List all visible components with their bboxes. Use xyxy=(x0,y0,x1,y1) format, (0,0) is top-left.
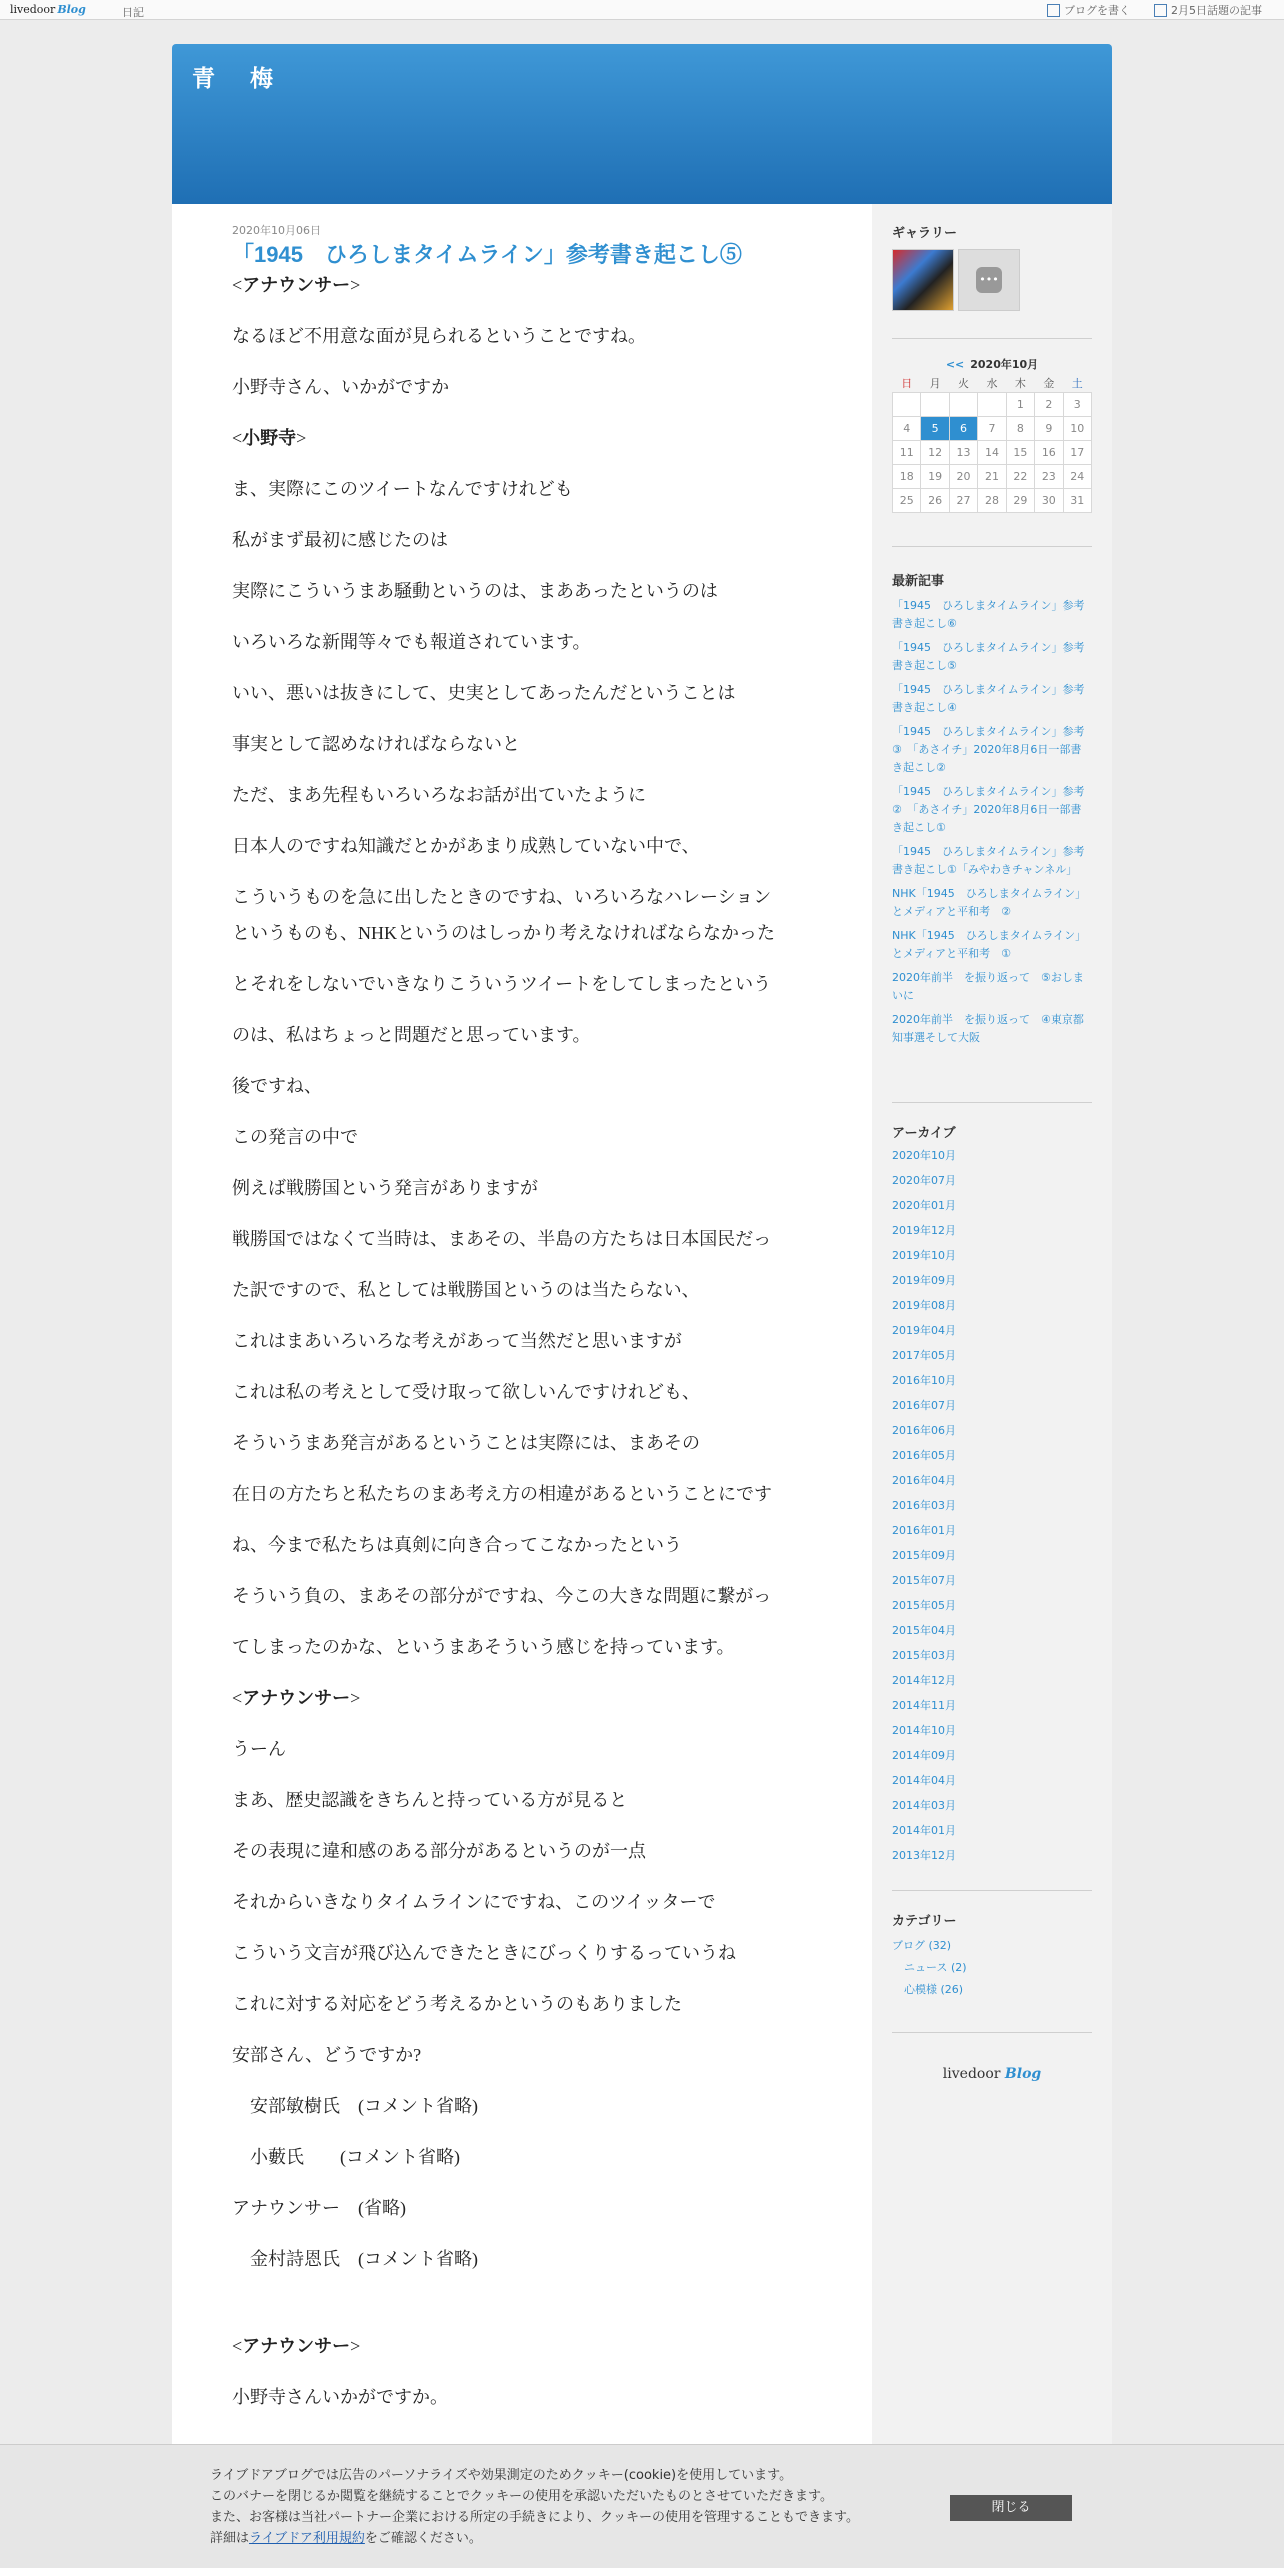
category-link[interactable]: ニュース (2) xyxy=(904,1961,967,1974)
calendar-day: 3 xyxy=(1063,392,1091,416)
article-line: これは私の考えとして受け取って欲しいんですけれども、 xyxy=(232,1382,700,1402)
article-line: それからいきなりタイムラインにですね、このツイッターで xyxy=(232,1892,716,1912)
terms-link[interactable]: ライブドア利用規約 xyxy=(249,2531,365,2546)
calendar-day: 30 xyxy=(1035,488,1063,512)
article-line: なるほど不用意な面が見られるということですね。 xyxy=(232,326,646,346)
article-line: た訳ですので、私としては戦勝国というのは当たらない、 xyxy=(232,1280,700,1300)
calendar-day: 25 xyxy=(893,488,921,512)
calendar-day[interactable]: 6 xyxy=(949,416,977,440)
diary-link[interactable]: 日記 xyxy=(122,6,144,19)
archive-link[interactable]: 2014年01月 xyxy=(892,1824,956,1837)
calendar-day: 29 xyxy=(1006,488,1034,512)
more-icon: ••• xyxy=(976,267,1002,293)
close-button[interactable]: 閉じる xyxy=(950,2495,1072,2521)
main-content xyxy=(172,204,872,2568)
archive-link[interactable]: 2016年07月 xyxy=(892,1399,956,1412)
article-line: 実際にこういうまあ騒動というのは、まああったというのは xyxy=(232,581,718,601)
article-line: というものも、NHKというのはしっかり考えなければならなかった xyxy=(232,923,775,943)
calendar-day: 19 xyxy=(921,464,949,488)
archive-link[interactable]: 2015年05月 xyxy=(892,1599,956,1612)
article-line: 後ですね、 xyxy=(232,1076,322,1096)
article-line: アナウンサー (省略) xyxy=(232,2198,406,2218)
recent-post-link[interactable]: 「1945 ひろしまタイムライン」参考書き起こし⑥ xyxy=(892,599,1085,630)
archive-link[interactable]: 2013年12月 xyxy=(892,1849,956,1862)
calendar-day: 2 xyxy=(1035,392,1063,416)
archive-link[interactable]: 2019年09月 xyxy=(892,1274,956,1287)
article xyxy=(232,222,822,2437)
calendar-table xyxy=(892,374,1092,513)
blog-header xyxy=(172,44,1112,204)
article-line: 例えば戦勝国という発言がありますが xyxy=(232,1178,538,1198)
calendar-day: 20 xyxy=(949,464,977,488)
recent-post-link[interactable]: 2020年前半 を振り返って ⑤おしまいに xyxy=(892,971,1084,1002)
calendar-day: 1 xyxy=(1006,392,1034,416)
calendar-day: 22 xyxy=(1006,464,1034,488)
cookie-banner xyxy=(0,2444,1284,2568)
article-line: <アナウンサー> xyxy=(232,275,361,295)
archive-link[interactable]: 2014年11月 xyxy=(892,1699,956,1712)
calendar-day: 7 xyxy=(978,416,1006,440)
cookie-text: ライブドアブログでは広告のパーソナライズや効果測定のためクッキー(cookie)を使用しています。 このバナーを閉じるか閲覧を継続することでクッキーの使用を承認いただいたものとさせていただきます。 また、お客様は当社パートナー企業における所定の手続きにより、クッキーの使用を管理することもできます。 詳細はライブドア利用規約をご確認ください。 xyxy=(210,2468,859,2546)
recent-post-link[interactable]: NHK「1945 ひろしまタイムライン」とメディアと平和考 ② xyxy=(892,887,1087,918)
calendar-weekday: 水 xyxy=(986,376,998,390)
calendar-day xyxy=(949,392,977,416)
archive-link[interactable]: 2014年09月 xyxy=(892,1749,956,1762)
gallery-section xyxy=(892,222,1092,311)
archive-link[interactable]: 2019年12月 xyxy=(892,1224,956,1237)
article-line: 小野寺さんいかがですか。 xyxy=(232,2387,448,2407)
calendar-day: 9 xyxy=(1035,416,1063,440)
top-bar xyxy=(0,0,1284,20)
blog-title[interactable]: 青 梅 xyxy=(192,65,279,92)
article-line: 小野寺さん、いかがですか xyxy=(232,377,450,397)
calendar-day: 8 xyxy=(1006,416,1034,440)
article-line: 在日の方たちと私たちのまあ考え方の相違があるということにです xyxy=(232,1484,772,1504)
archive-link[interactable]: 2014年10月 xyxy=(892,1724,956,1737)
calendar-section xyxy=(892,356,1092,513)
recent-post-link[interactable]: 「1945 ひろしまタイムライン」参考書き起こし④ xyxy=(892,683,1085,714)
archive-link[interactable]: 2019年10月 xyxy=(892,1249,956,1262)
calendar-day: 28 xyxy=(978,488,1006,512)
article-line: 安部さん、どうですか? xyxy=(232,2045,422,2065)
archive-link[interactable]: 2015年09月 xyxy=(892,1549,956,1562)
article-line: これに対する対応をどう考えるかというのもありました xyxy=(232,1994,682,2014)
recent-post-link[interactable]: 「1945 ひろしまタイムライン」参考書き起こし①「みやわきチャンネル」 xyxy=(892,845,1085,876)
footer-livedoor-logo[interactable]: livedoor Blog xyxy=(942,2066,1042,2082)
article-line: まあ、歴史認識をきちんと持っている方が見ると xyxy=(232,1790,628,1810)
recent-post-link[interactable]: 「1945 ひろしまタイムライン」参考書き起こし⑤ xyxy=(892,641,1085,672)
article-line: ま、実際にこのツイートなんですけれども xyxy=(232,479,573,499)
article-line: そういう負の、まあその部分がですね、今この大きな問題に繋がっ xyxy=(232,1586,772,1606)
archive-link[interactable]: 2016年04月 xyxy=(892,1474,956,1487)
article-line: 小藪氏 (コメント省略) xyxy=(232,2147,460,2167)
article-line: こういう文言が飛び込んできたときにびっくりするっていうね xyxy=(232,1943,736,1963)
gallery-more-button[interactable] xyxy=(958,249,1020,311)
category-link[interactable]: ブログ (32) xyxy=(892,1939,952,1952)
article-line: 戦勝国ではなくて当時は、まあその、半島の方たちは日本国民だっ xyxy=(232,1229,772,1249)
archive-link[interactable]: 2015年03月 xyxy=(892,1649,956,1662)
calendar-day xyxy=(978,392,1006,416)
livedoor-logo[interactable]: livedoor Blog xyxy=(10,3,86,16)
calendar-day: 10 xyxy=(1063,416,1091,440)
article-line: そういうまあ発言があるということは実際には、まあその xyxy=(232,1433,700,1453)
sidebar xyxy=(872,204,1112,2568)
calendar-day: 17 xyxy=(1063,440,1091,464)
archive-link[interactable]: 2014年03月 xyxy=(892,1799,956,1812)
calendar-day: 21 xyxy=(978,464,1006,488)
article-line: <小野寺> xyxy=(232,428,307,448)
article-title[interactable]: 「1945 ひろしまタイムライン」参考書き起こし⑤ xyxy=(232,242,742,267)
article-date: 2020年10月06日 xyxy=(232,224,321,237)
article-line: いろいろな新聞等々でも報道されています。 xyxy=(232,632,591,652)
calendar-day: 27 xyxy=(949,488,977,512)
article-line: ただ、まあ先程もいろいろなお話が出ていたように xyxy=(232,785,646,805)
calendar-day xyxy=(921,392,949,416)
archive-link[interactable]: 2014年12月 xyxy=(892,1674,956,1687)
calendar-day: 12 xyxy=(921,440,949,464)
calendar-day: 26 xyxy=(921,488,949,512)
category-section xyxy=(892,1910,1092,2003)
archive-link[interactable]: 2020年01月 xyxy=(892,1199,956,1212)
article-line: てしまったのかな、というまあそういう感じを持っています。 xyxy=(232,1637,735,1657)
article-line: これはまあいろいろな考えがあって当然だと思いますが xyxy=(232,1331,682,1351)
archive-link[interactable]: 2019年04月 xyxy=(892,1324,956,1337)
calendar-icon xyxy=(1154,4,1167,17)
recent-posts-section xyxy=(892,570,1092,1053)
calendar-weekday: 日 xyxy=(901,376,913,390)
calendar-day: 15 xyxy=(1006,440,1034,464)
article-line: この発言の中で xyxy=(232,1127,358,1147)
article-line: 事実として認めなければならないと xyxy=(232,734,520,754)
gallery-thumbnail[interactable] xyxy=(892,249,954,311)
calendar-day: 16 xyxy=(1035,440,1063,464)
calendar-day: 31 xyxy=(1063,488,1091,512)
calendar-weekday: 火 xyxy=(958,376,970,390)
category-heading: カテゴリー xyxy=(892,1914,957,1929)
topic-link[interactable]: 2月5日話題の記事 xyxy=(1154,3,1262,17)
article-line: のは、私はちょっと問題だと思っています。 xyxy=(232,1025,591,1045)
article-line: うーん xyxy=(232,1739,286,1759)
archive-link[interactable]: 2016年10月 xyxy=(892,1374,956,1387)
article-body xyxy=(232,274,822,2437)
calendar-month: 2020年10月 xyxy=(970,358,1039,371)
recent-post-link[interactable]: 「1945 ひろしまタイムライン」参考③ 「あさイチ」2020年8月6日一部書き起こし② xyxy=(892,725,1085,774)
recent-posts-heading: 最新記事 xyxy=(892,574,945,589)
calendar-day: 4 xyxy=(893,416,921,440)
archive-link[interactable]: 2014年04月 xyxy=(892,1774,956,1787)
calendar-day: 24 xyxy=(1063,464,1091,488)
calendar-day: 11 xyxy=(893,440,921,464)
archive-link[interactable]: 2015年04月 xyxy=(892,1624,956,1637)
article-line: <アナウンサー> xyxy=(232,2336,361,2356)
article-line: 私がまず最初に感じたのは xyxy=(232,530,448,550)
calendar-weekday: 金 xyxy=(1043,376,1055,390)
article-line: ね、今まで私たちは真剣に向き合ってこなかったという xyxy=(232,1535,682,1555)
archive-link[interactable]: 2016年01月 xyxy=(892,1524,956,1537)
archive-link[interactable]: 2016年05月 xyxy=(892,1449,956,1462)
archive-link[interactable]: 2020年10月 xyxy=(892,1149,956,1162)
calendar-prev-link[interactable]: << xyxy=(945,358,965,371)
archive-link[interactable]: 2017年05月 xyxy=(892,1349,956,1362)
category-link[interactable]: 心模様 (26) xyxy=(904,1983,964,1996)
recent-post-link[interactable]: 「1945 ひろしまタイムライン」参考② 「あさイチ」2020年8月6日一部書き起こし① xyxy=(892,785,1085,834)
pencil-icon xyxy=(1047,4,1060,17)
archive-link[interactable]: 2019年08月 xyxy=(892,1299,956,1312)
calendar-day: 23 xyxy=(1035,464,1063,488)
archive-link[interactable]: 2020年07月 xyxy=(892,1174,956,1187)
recent-post-link[interactable]: NHK「1945 ひろしまタイムライン」とメディアと平和考 ① xyxy=(892,929,1087,960)
gallery-heading: ギャラリー xyxy=(892,226,958,241)
archive-link[interactable]: 2016年03月 xyxy=(892,1499,956,1512)
archive-heading: アーカイブ xyxy=(892,1126,956,1141)
article-line: 日本人のですね知識だとかがあまり成熟していない中で、 xyxy=(232,836,700,856)
article-line: <アナウンサー> xyxy=(232,1688,361,1708)
calendar-day: 18 xyxy=(893,464,921,488)
article-line: 安部敏樹氏 (コメント省略) xyxy=(232,2096,478,2116)
recent-post-link[interactable]: 2020年前半 を振り返って ④東京都知事選そして大阪 xyxy=(892,1013,1084,1044)
article-line: いい、悪いは抜きにして、史実としてあったんだということは xyxy=(232,683,736,703)
archive-link[interactable]: 2016年06月 xyxy=(892,1424,956,1437)
archive-link[interactable]: 2015年07月 xyxy=(892,1574,956,1587)
calendar-day xyxy=(893,392,921,416)
article-line: こういうものを急に出したときのですね、いろいろなハレーション xyxy=(232,887,772,907)
calendar-weekday: 土 xyxy=(1071,376,1083,390)
article-line: その表現に違和感のある部分があるというのが一点 xyxy=(232,1841,646,1861)
archive-section xyxy=(892,1122,1092,1874)
calendar-day: 13 xyxy=(949,440,977,464)
calendar-day: 14 xyxy=(978,440,1006,464)
calendar-weekday: 木 xyxy=(1014,376,1026,390)
write-blog-link[interactable]: ブログを書く xyxy=(1047,3,1130,17)
calendar-day[interactable]: 5 xyxy=(921,416,949,440)
article-line: 金村詩恩氏 (コメント省略) xyxy=(232,2249,478,2269)
calendar-weekday: 月 xyxy=(929,376,941,390)
article-line: とそれをしないでいきなりこういうツイートをしてしまったという xyxy=(232,974,772,994)
